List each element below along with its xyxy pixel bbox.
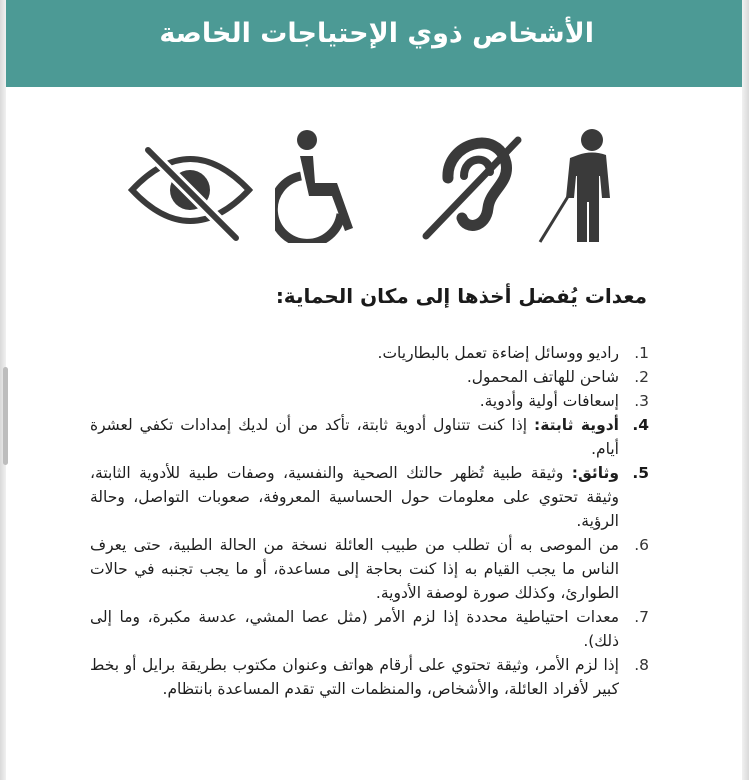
- list-item-number: .3: [634, 392, 649, 410]
- list-item: [90, 533, 649, 605]
- list-item: [90, 653, 649, 701]
- list-item: [90, 341, 649, 365]
- hearing-impaired-icon: [418, 118, 528, 243]
- blind-person-with-cane-icon: [530, 118, 625, 243]
- list-item-number: .1: [634, 344, 649, 362]
- header-banner: [6, 0, 742, 87]
- list-item-number: .4: [632, 416, 649, 434]
- equipment-list: [90, 341, 649, 701]
- list-item-label: وثائق:: [571, 464, 620, 482]
- list-item-number: .7: [634, 608, 649, 626]
- list-item-text: شاحن للهاتف المحمول.: [466, 368, 619, 386]
- list-item: [90, 461, 649, 533]
- list-item-label: أدوية ثابتة:: [534, 416, 619, 434]
- list-item-number: .6: [634, 536, 649, 554]
- scrollbar-thumb[interactable]: [3, 367, 8, 465]
- list-item-number: .8: [634, 656, 649, 674]
- visually-impaired-eye-icon: [128, 118, 253, 243]
- section-heading: معدات يُفضل أخذها إلى مكان الحماية:: [275, 284, 647, 308]
- list-item-text: معدات احتياطية محددة إذا لزم الأمر (مثل عصا المشي، عدسة مكبرة، وما إلى ذلك).: [90, 608, 619, 650]
- list-item-text: إسعافات أولية وأدوية.: [479, 392, 619, 410]
- page-title: الأشخاص ذوي الإحتياجات الخاصة: [159, 18, 594, 49]
- list-item-text: من الموصى به أن تطلب من طبيب العائلة نسخة من الحالة الطبية، حتى يعرف الناس ما يجب القيام به إذا كنت بحاجة إلى مساعدة، أو ما يجب تجنبه في حالات الطوارئ، وكذلك صورة لوصفة الأدوية.: [90, 536, 619, 602]
- list-item: [90, 365, 649, 389]
- list-item: [90, 389, 649, 413]
- list-item: [90, 605, 649, 653]
- list-item-number: .5: [632, 464, 649, 482]
- wheelchair-icon: [275, 118, 370, 243]
- accessibility-icons-row: [0, 118, 749, 248]
- list-item-text: وثيقة طبية تُظهر حالتك الصحية والنفسية، وصفات طبية للأدوية الثابتة، وثيقة تحتوي على معلومات حول الحساسية المعروفة، صعوبات التواصل، وحالة الرؤية.: [90, 464, 619, 530]
- page-edge-right: [742, 0, 749, 780]
- list-item: [90, 413, 649, 461]
- list-item-number: .2: [634, 368, 649, 386]
- list-item-text: إذا لزم الأمر، وثيقة تحتوي على أرقام هواتف وعنوان مكتوب بطريقة برايل أو بخط كبير لأفراد العائلة، والأشخاص، والمنظمات التي تقدم المساعدة بانتظام.: [90, 656, 619, 698]
- list-item-text: إذا كنت تتناول أدوية ثابتة، تأكد من أن لديك إمدادات تكفي لعشرة أيام.: [90, 416, 619, 458]
- list-item-text: راديو ووسائل إضاءة تعمل بالبطاريات.: [377, 344, 619, 362]
